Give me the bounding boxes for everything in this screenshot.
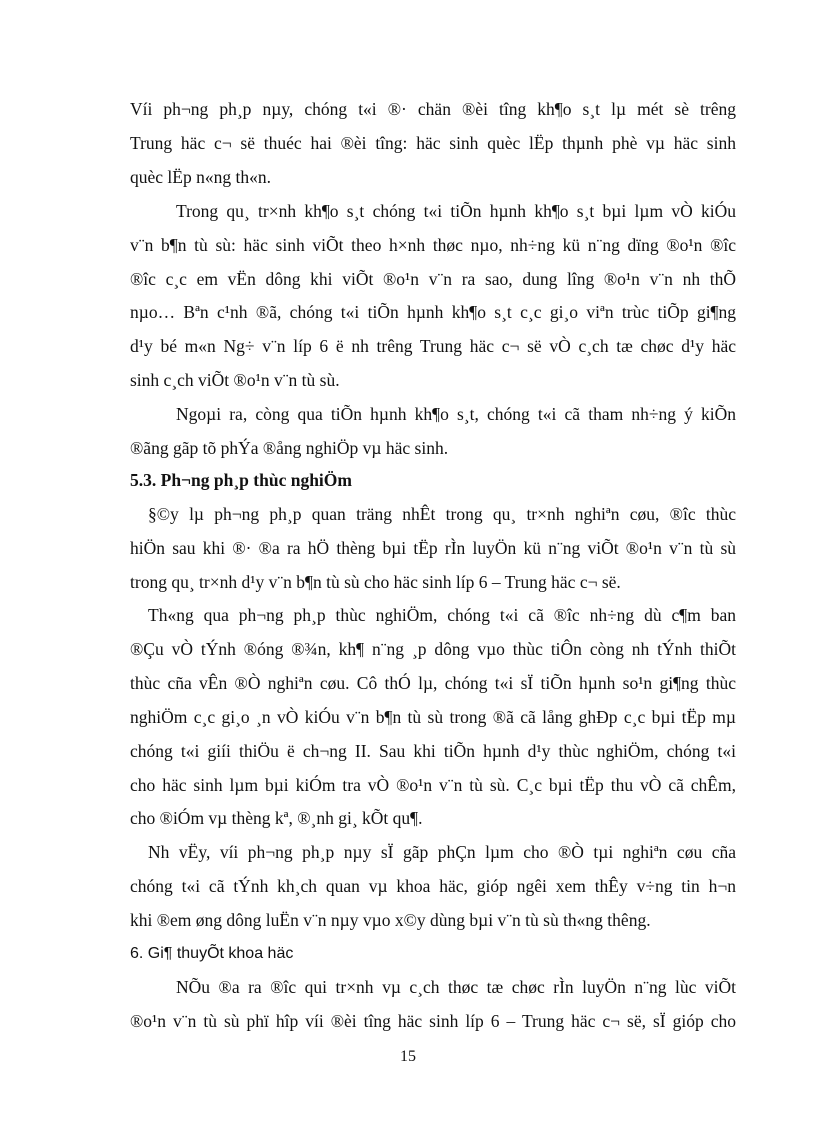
- text-line: ®ãng gãp tõ phÝa ®ång nghiÖp vµ häc sinh.: [130, 438, 449, 458]
- text-line: ®o¹n v¨n tù sù phï hîp víi ®èi tîng häc sinh líp 6 – Trung häc c¬ së, sÏ gióp cho: [130, 1011, 736, 1031]
- text-line: d¹y bé m«n Ng÷ v¨n líp 6 ë nh trêng Trung häc c¬ së vÒ c¸ch tæ chøc d¹y häc: [130, 336, 736, 356]
- text-line: Nh vËy, víi ph¬ng ph¸p nµy sÏ gãp phÇn lµm cho ®Ò tµi nghiªn cøu cña: [148, 842, 736, 862]
- text-line: Trung häc c¬ së thuéc hai ®èi tîng: häc sinh quèc lËp thµnh phè vµ häc sinh: [130, 133, 736, 153]
- text-line: v¨n b¶n tù sù: häc sinh viÕt theo h×nh thøc nµo, nh÷ng kü n¨ng dïng ®o¹n ®îc: [130, 235, 736, 255]
- text-line: hiÖn sau khi ®· ®a ra hÖ thèng bµi tËp rÌn luyÖn kü n¨ng viÕt ®o¹n v¨n tù sù: [130, 538, 736, 558]
- text-line: nghiÖm c¸c gi¸o ¸n vÒ kiÓu v¨n b¶n tù sù trong ®ã cã lång ghÐp c¸c bµi tËp mµ: [130, 707, 736, 727]
- text-line: ®Çu vÒ tÝnh ®óng ®¾n, kh¶ n¨ng ¸p dông vµo thùc tiÔn còng nh tÝnh thiÕt: [130, 639, 736, 659]
- text-line: sinh c¸ch viÕt ®o¹n v¨n tù sù.: [130, 370, 340, 390]
- text-line: trong qu¸ tr×nh d¹y v¨n b¶n tù sù cho häc sinh líp 6 – Trung häc c¬ së.: [130, 572, 621, 592]
- text-line: Víi ph¬ng ph¸p nµy, chóng t«i ®· chän ®èi tîng kh¶o s¸t lµ mét sè trêng: [130, 99, 736, 119]
- text-line: Ngoµi ra, còng qua tiÕn hµnh kh¶o s¸t, chóng t«i cã tham nh÷ng ý kiÕn: [176, 404, 736, 424]
- text-line: cho häc sinh lµm bµi kiÓm tra vÒ ®o¹n v¨n tù sù. C¸c bµi tËp thu vÒ cã chÊm,: [130, 775, 736, 795]
- section-heading: 5.3. Ph¬ng ph¸p thùc nghiÖm: [130, 470, 352, 490]
- text-line: NÕu ®a ra ®îc qui tr×nh vµ c¸ch thøc tæ chøc rÌn luyÖn n¨ng lùc viÕt: [176, 977, 736, 997]
- text-line: Th«ng qua ph¬ng ph¸p thùc nghiÖm, chóng t«i cã ®îc nh÷ng dù c¶m ban: [148, 605, 736, 625]
- text-line: khi ®em øng dông luËn v¨n nµy vµo x©y dùng bµi v¨n tù sù th«ng thêng.: [130, 910, 651, 930]
- text-line: chóng t«i cã tÝnh kh¸ch quan vµ khoa häc, gióp ngêi xem thÊy v÷ng tin h¬n: [130, 876, 736, 896]
- text-line: cho ®iÓm vµ thèng kª, ®¸nh gi¸ kÕt qu¶.: [130, 808, 423, 828]
- text-line: ®îc c¸c em vËn dông khi viÕt ®o¹n v¨n ra sao, dung lîng ®o¹n v¨n nh thÕ: [130, 269, 736, 289]
- section-heading: 6. Gi¶ thuyÕt khoa häc: [130, 945, 294, 962]
- text-line: §©y lµ ph¬ng ph¸p quan träng nhÊt trong qu¸ tr×nh nghiªn cøu, ®îc thùc: [148, 504, 736, 524]
- page-number: 15: [400, 1048, 416, 1065]
- text-line: Trong qu¸ tr×nh kh¶o s¸t chóng t«i tiÕn hµnh kh¶o s¸t bµi lµm vÒ kiÓu: [176, 201, 736, 221]
- text-line: chóng t«i giíi thiÖu ë ch¬ng II. Sau khi tiÕn hµnh d¹y thùc nghiÖm, chóng t«i: [130, 741, 736, 761]
- text-line: thùc cña vÊn ®Ò nghiªn cøu. Cô thÓ lµ, chóng t«i sÏ tiÕn hµnh so¹n gi¶ng thùc: [130, 673, 736, 693]
- text-line: nµo… Bªn c¹nh ®ã, chóng t«i tiÕn hµnh kh¶o s¸t c¸c gi¸o viªn trùc tiÕp gi¶ng: [130, 302, 736, 322]
- text-line: quèc lËp n«ng th«n.: [130, 167, 271, 187]
